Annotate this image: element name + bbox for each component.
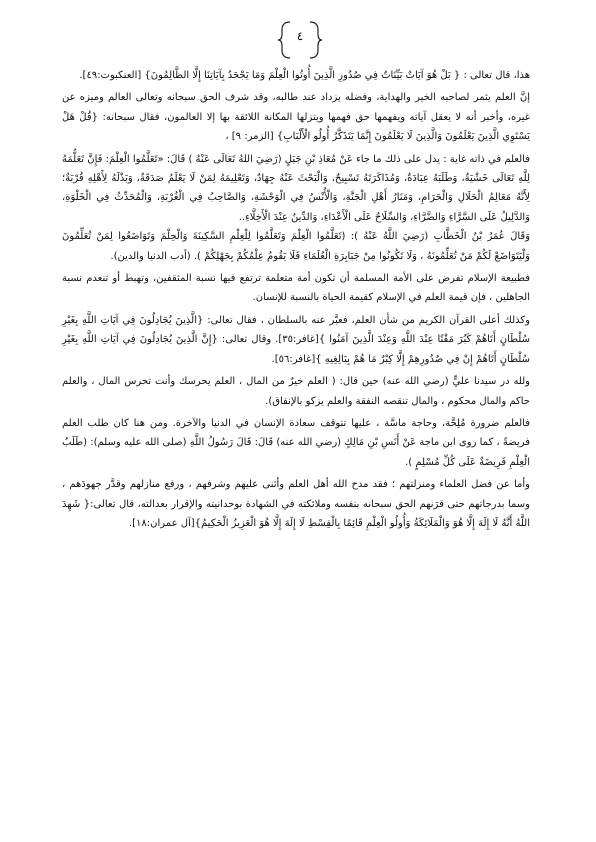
paragraph-virtue-of-knowledge: إنَّ العلم يثمر لصاحبه الخير والهداية، وفضله يزداد عند طالبه، وقد شرف الحق سبحانه وتعالى العالم وميزه عن غيره، وأخبر أنه لا يعقل آياته ويفهمها حق فهمها ويتزلها المكانة اللائقة بها إلا العالمون، فقال سبحانه: {قُلْ هَلْ يَسْتَوِي الَّذِينَ يَعْلَمُونَ وَالَّذِينَ لَا يَعْلَمُونَ إِنَّمَا يَتَذَكَّرُ أُولُو الْأَلْبَابِ} [الزمر: ٩] ، <box>62 92 530 143</box>
paragraph-intro-verse: هذا، قال تعالى : { بَلْ هُوَ آيَاتٌ بَيِّنَاتٌ فِي صُدُورِ الَّذِينَ أُوتُوا الْعِلْمَ وَمَا يَجْحَدُ بِآيَاتِنَا إِلَّا الظَّالِمُونَ} [العنكبوت:٤٩]. <box>79 70 530 81</box>
paragraph-muadh-narration: فالعلم في ذاته غاية : يدل على ذلك ما جاء عَنْ مُعَاذِ بْنِ جَبَلٍ (رَضِيَ اللهُ تَعَالَى عَنْهُ ) قَالَ: «تَعَلَّمُوا الْعِلْمَ: فَإِنَّ تَعَلُّمَهُ لِلَّهِ تَعَالَى خَشْيَةٌ، وَطَلَبَهُ عِبَادَةٌ، وَمُذَاكَرَتَهُ تَسْبِيحٌ، وَالْبَحْثَ عَنْهُ جِهَادٌ، وَتَعْلِيمَهُ لِمَنْ لَا يَعْلَمُ صَدَقَةٌ، وَبَذْلَهُ لِأَهْلِهِ قُرْبَةٌ؛ لِأَنَّهُ مَعَالِمُ الْحَلَالِ وَالْحَرَامِ، وَمَنَارُ أَهْلِ الْجَنَّةِ، وَالْأُنْسُ فِي الْوَحْشَةِ، وَالصَّاحِبُ فِي الْغُرْبَةِ، وَالْمُحَدِّثُ فِي الْخَلْوَةِ، وَالدَّلِيلُ عَلَى السَّرَّاءِ وَالضَّرَّاءِ، وَالسِّلَاحُ عَلَى الْأَعْدَاءِ، وَالدِّينُ عِنْدَ الْأَخِلَّاءِ.. <box>62 153 530 223</box>
paragraph-umar-narration: وَقَالَ عُمَرُ بْنُ الْخَطَّابِ (رَضِيَ اللَّهُ عَنْهُ ): (تَعَلَّمُوا الْعِلْمَ وَتَعَلَّمُوا لِلْعِلْمِ السَّكِينَةَ وَالْحِلْمَ وَتَوَاضَعُوا لِمَنْ تُعَلِّمُونَ وَلْيَتَوَاضَعْ لَكُمْ مَنْ تُعَلِّمُونَهُ ، وَلَا تَكُونُوا مِنْ جَبَابِرَةِ الْعُلَمَاءِ فَلَا يَقُومُ عِلْمُكُمْ بِجَهْلِكُمْ ). (أدب الدنيا والدين). <box>62 231 530 262</box>
paragraph-ali-saying: ولله در سيدنا عليٍّ (رضي الله عنه) حين قال: ( العلم خيرٌ من المال ، العلم يحرسك وأنت تحرس المال ، والعلم حاكم والمال محكوم ، والمال تنقصه النفقة والعلم يزكو بالإنفاق). <box>62 376 530 407</box>
paragraph-obligation: فالعلم ضرورة مُلِحَّة، وحاجة ماسَّة ، عليها تتوقف سعادة الإنسان في الدنيا والآخرة. ومن هنا كان طلب العلم فريضةً ، كما روى ابن ماجة عَنْ أَنَسِ بْنِ مَالِكٍ (رضي الله عنه) قَالَ: قَالَ رَسُولُ اللَّهِ (صلى الله عليه وسلم): (طَلَبُ الْعِلْمِ فَرِيضَةٌ عَلَى كُلِّ مُسْلِمٍ ). <box>62 417 530 468</box>
page-number: ٤ <box>296 29 304 43</box>
paragraph-quran-sultan: وكذلك أعلى القرآن الكريم من شأن العلم، فعبَّر عنه بالسلطان ، فقال تعالى: {الَّذِينَ يُجَادِلُونَ فِي آيَاتِ اللَّهِ بِغَيْرِ سُلْطَانٍ أَتَاهُمْ كَبُرَ مَقْتًا عِنْدَ اللَّهِ وَعِنْدَ الَّذِينَ آمَنُوا }[غافر:٣٥]. وقال تعالى: {إِنَّ الَّذِينَ يُجَادِلُونَ فِي آيَاتِ اللَّهِ بِغَيْرِ سُلْطَانٍ أَتَاهُمْ إِنْ فِي صُدُورِهِمْ إِلَّا كِبْرٌ مَا هُمْ بِبَالِغِيهِ }[غافر:٥٦]. <box>62 314 530 365</box>
page-number-frame <box>278 20 322 60</box>
document-body <box>62 66 530 536</box>
paragraph-scholars-virtue: وأما عن فضل العلماء ومنزلتهم ؛ فقد مدح الله أهل العلم وأثنى عليهم وشرفهم ، ورفع منازلهم وقدَّر جهودَهم ، وسما بدرجاتهم حتى قرَنهم الحق سبحانه بنفسه وملائكته في الشهادة بوحدانيته والإقرار بعدالته، قال تعالى:{ شَهِدَ اللَّهُ أَنَّهُ لَا إِلَهَ إِلَّا هُوَ وَالْمَلَائِكَةُ وَأُولُو الْعِلْمِ قَائِمًا بِالْقِسْطِ لَا إِلَهَ إِلَّا هُوَ الْعَزِيزُ الْحَكِيمُ}[آل عمران:١٨]. <box>62 479 530 529</box>
paragraph-islam-nature: فطبيعة الإسلام تفرض على الأمة المسلمة أن تكون أمة متعلمة ترتفع فيها نسبة المثقفين، وتهبط أو تنعدم نسبة الجاهلين ، فإن قيمة العلم في الإسلام كقيمة الحياة بالنسبة للإنسان. <box>62 273 530 304</box>
